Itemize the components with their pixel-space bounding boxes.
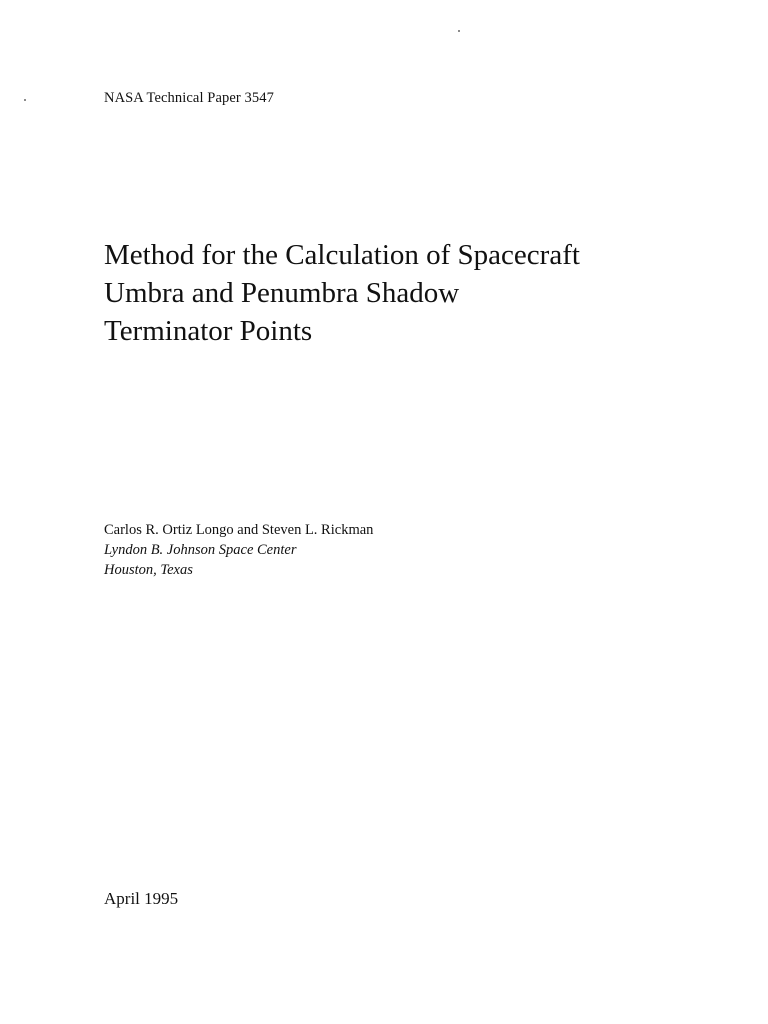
report-number: NASA Technical Paper 3547	[104, 90, 274, 106]
author-location: Houston, Texas	[104, 562, 193, 578]
title-line: Umbra and Penumbra Shadow	[104, 277, 460, 309]
title-line: Method for the Calculation of Spacecraft	[104, 239, 580, 271]
author-names: Carlos R. Ortiz Longo and Steven L. Rickman	[104, 522, 374, 538]
publication-date: April 1995	[104, 889, 179, 908]
title-line: Terminator Points	[104, 315, 313, 347]
author-affiliation: Lyndon B. Johnson Space Center	[104, 542, 297, 558]
scan-speck	[458, 30, 460, 32]
author-block	[104, 520, 373, 580]
paper-title	[104, 236, 724, 350]
scan-speck	[24, 99, 26, 101]
